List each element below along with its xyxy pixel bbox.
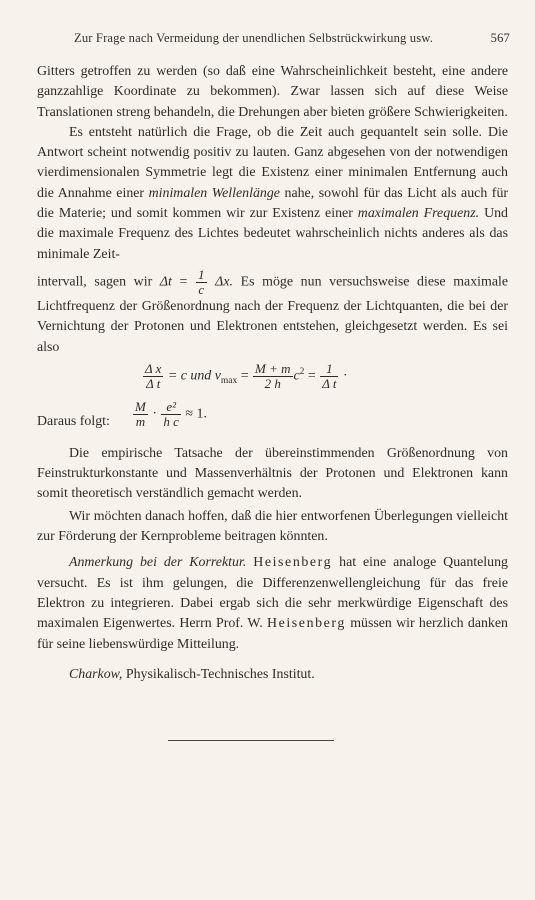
author-name: Heisenberg xyxy=(266,616,346,632)
fraction-denominator: Δ t xyxy=(146,375,161,391)
author-name: Heisenberg xyxy=(253,555,333,571)
text-span: müssen wir herzlich danken für seine liebenswürdige Mitteilung. xyxy=(37,616,508,652)
fraction-numerator: e² xyxy=(161,400,181,415)
text-span: Es möge nun versuchsweise diese maximale Lichtfrequenz der Größenordnung nach der Frequenz der Lichtquanten, die bei der Vernichtung der Protonen und Elektronen entstehen, gleichgesetzt werden. Es sei also xyxy=(37,274,509,355)
emphasis: maximalen Frequenz. xyxy=(357,206,480,222)
text-span: Und die maximale Frequenz des Lichtes bedeutet wahrscheinlich nichts anderes als das minimale Zeit- xyxy=(37,206,508,262)
fraction xyxy=(320,362,338,391)
signature-institute: Physikalisch-Technisches Institut. xyxy=(122,666,315,682)
math-text: · xyxy=(148,406,161,422)
end-rule xyxy=(168,740,334,741)
signature xyxy=(37,665,508,685)
math-text: = c und xyxy=(164,368,215,384)
paragraph xyxy=(37,123,508,265)
fraction-denominator: m xyxy=(135,413,146,429)
superscript: 2 xyxy=(299,366,305,377)
math-eq: = xyxy=(237,368,252,384)
fraction-numerator: 1 xyxy=(320,362,338,377)
math-symbol: ν xyxy=(214,368,221,384)
paragraph xyxy=(37,268,508,358)
signature-city: Charkow, xyxy=(69,666,123,682)
text-span: intervall, sagen wir xyxy=(37,274,160,290)
equation-label: Daraus folgt: xyxy=(37,413,110,429)
fraction-numerator: Δ x xyxy=(145,360,162,376)
fraction xyxy=(133,400,148,429)
fraction xyxy=(196,268,207,297)
math-inline: Δt xyxy=(159,274,172,290)
math-symbol: c xyxy=(293,368,300,384)
fraction xyxy=(253,362,293,391)
fraction-denominator: Δ t xyxy=(322,375,337,391)
running-title: Zur Frage nach Vermeidung der unendlichen Selbstrückwirkung usw. xyxy=(74,31,433,45)
math-eq: = xyxy=(304,368,320,384)
fraction xyxy=(161,400,181,429)
paragraph: Wir möchten danach hoffen, daß die hier entworfenen Überlegungen vielleicht zur Förderung der Kernprobleme beitragen könnten. xyxy=(37,508,508,545)
article-body xyxy=(37,62,508,685)
emphasis: minimalen Wellenlänge xyxy=(148,185,280,201)
fraction-numerator: 1 xyxy=(198,266,205,282)
subscript: max xyxy=(220,375,238,386)
paragraph: Die empirische Tatsache der übereinstimmenden Größenordnung von Feinstrukturkonstante und Massenverhältnis der Protonen und Elektronen kann somit theoretisch verständlich gemacht werden. xyxy=(37,445,508,502)
fraction-denominator: h c xyxy=(163,413,179,429)
paragraph: Gitters getroffen zu werden (so daß eine Wahrscheinlichkeit besteht, eine andere ganzzahlige Koordinate zu bekommen). Zwar lassen sich auf diese Weise Translationen streng behandeln, die Drehungen aber bieten größere Schwierigkeiten. xyxy=(37,64,508,120)
fraction xyxy=(143,362,163,391)
fraction-denominator: 2 h xyxy=(264,375,281,391)
equation-1 xyxy=(37,358,508,400)
equation-2 xyxy=(37,400,508,444)
page-number: 567 xyxy=(490,31,510,45)
fraction-denominator: c xyxy=(198,281,205,297)
text-span: hat eine analoge Quantelung versucht. Es ist ihm gelungen, die Differenzenwellengleichung für das freie Elektron zu integrieren. Dabei ergab sich die sehr merkwürdige Eigenschaft des maximalen Eigenwertes. Herrn Prof. W. xyxy=(37,555,508,632)
fraction-numerator: M xyxy=(135,398,146,414)
math-inline: Δx. xyxy=(207,274,233,290)
text-span: nahe, sowohl für das Licht als auch für die Materie; und somit kommen wir zur Existenz einer xyxy=(37,185,509,222)
fraction-numerator: M + m xyxy=(255,360,291,376)
note-heading: Anmerkung bei der Korrektur. xyxy=(69,555,247,571)
equation-expression xyxy=(132,400,207,429)
math-text: · xyxy=(339,368,348,384)
math-text: ≈ 1. xyxy=(181,406,207,422)
paragraph-note xyxy=(37,553,508,654)
text-span: Es entsteht natürlich die Frage, ob die Zeit auch gequantelt sein solle. Die Antwort scheint notwendig positiv zu lauten. Ganz abgesehen von der notwendigen vierdimensionalen Symmetrie legt die Existenz einer minimalen Entfernung auch die Annahme einer xyxy=(37,124,508,201)
math-eq: = xyxy=(171,274,196,290)
